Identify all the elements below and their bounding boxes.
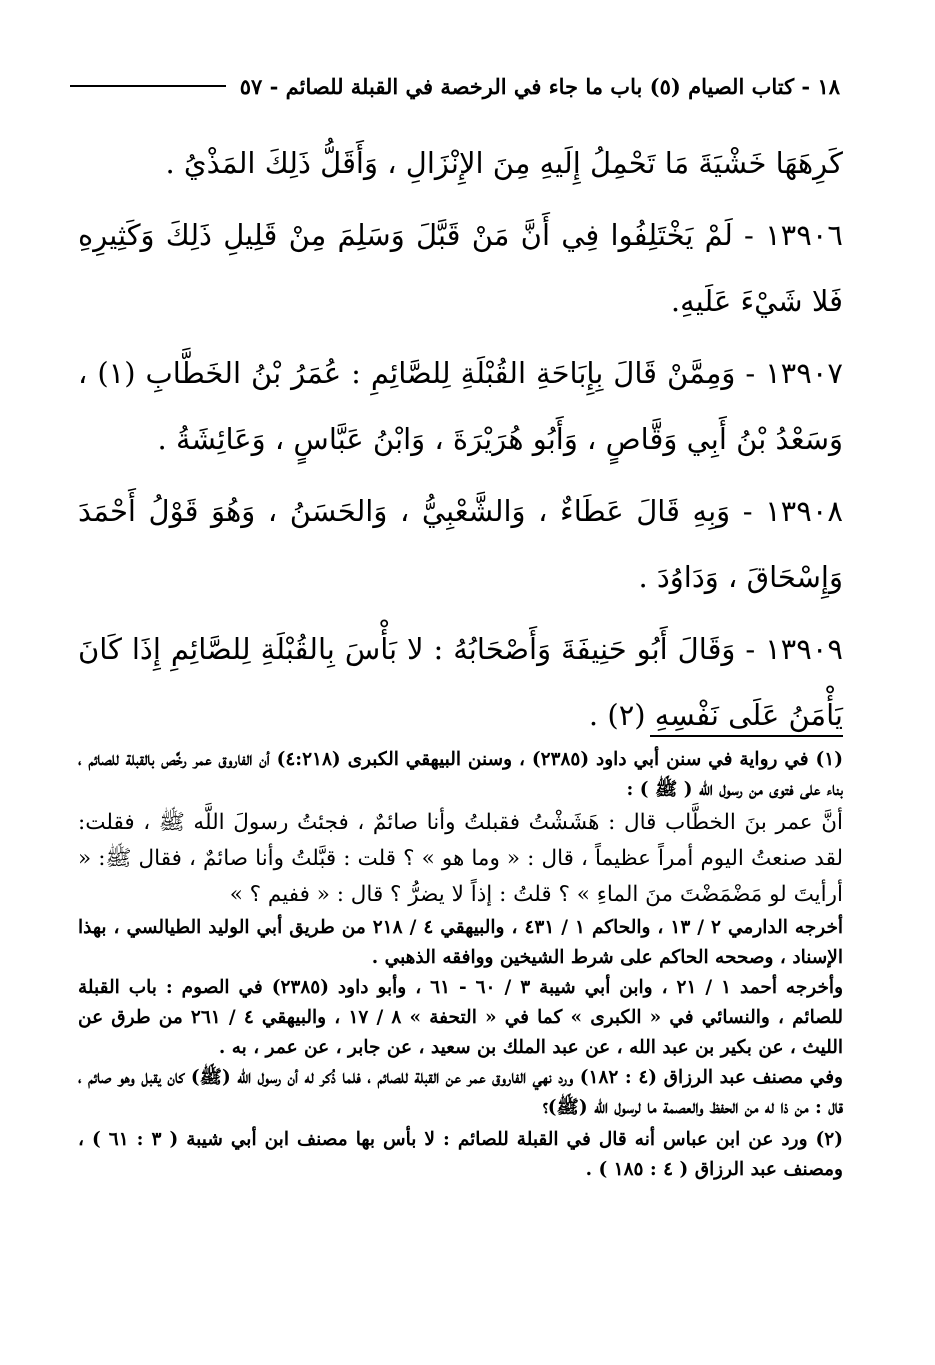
footnote-1-abdurrazzaq: وفي مصنف عبد الرزاق (٤ : ١٨٢) ورد نهي الفاروق عمر عن القبلة للصائم ، فلما ذُكر له أن رسول الله (ﷺ) كان يقبل وهو صائم ، قال : من ذا له من الحفظ والعصمة ما لرسول الله (ﷺ)؟ — [78, 1067, 843, 1118]
running-header — [70, 66, 840, 106]
header-rule — [70, 85, 226, 87]
footnote-1-intro: (١) في رواية في سنن أبي داود (٢٣٨٥) ، وسنن البيهقي الكبرى (٤:٢١٨) أن الفاروق عمر رخَّص بالقبلة للصائم ، بناء على فتوى من رسول الله ( ﷺ ) : — [78, 749, 843, 800]
footnote-1-hadith-quote: أنَّ عمر بنَ الخطَّاب قال : هَشَشْتُ فقبلتُ وأنا صائمٌ ، فجئتُ رسولَ اللَّه ﷺ ، فقلت: لقد صنعتُ اليوم أمراً عظيماً ، قال : « وما هو » ؟ قلت : قبَّلتُ وأنا صائمٌ ، فقال ﷺ: « أرأيتَ لو مَضْمَضْتَ منَ الماءِ » ؟ قلتُ : إذاً لا يضرُّ ؟ قال : « ففيم ؟ » — [78, 810, 843, 907]
running-title: ١٨ - كتاب الصيام (٥) باب ما جاء في الرخصة في القبلة للصائم - ٥٧ — [239, 73, 840, 99]
footnote-2: (٢) ورد عن ابن عباس أنه قال في القبلة للصائم : لا بأس بها مصنف ابن أبي شيبة ( ٣ : ٦١ ) ، ومصنف عبد الرزاق ( ٤ : ١٨٥ ) . — [78, 1129, 843, 1180]
paragraph-13909: ١٣٩٠٩ - وَقَالَ أَبُو حَنِيفَةَ وَأَصْحَابُهُ : لا بَأْسَ بِالقُبْلَةِ لِلصَّائِمِ إِذَا كَانَ يَأْمَنُ عَلَى نَفْسِهِ (٢) . — [78, 632, 843, 732]
paragraph-13906: ١٣٩٠٦ - لَمْ يَخْتَلِفُوا فِي أَنَّ مَنْ قَبَّلَ وَسَلِمَ مِنْ قَلِيلِ ذَلِكَ وَكَثِيرِهِ فَلا شَيْءَ عَلَيهِ. — [78, 218, 843, 318]
footnotes — [78, 745, 843, 1185]
footnote-1-takhrij-2: وأخرجه أحمد ١ / ٢١ ، وابن أبي شيبة ٣ / ٦٠ - ٦١ ، وأبو داود (٢٣٨٥) في الصوم : باب القبلة للصائم ، والنسائي في « الكبرى » كما في « التحفة » ٨ / ١٧ ، والبيهقي ٤ / ٢٦١ من طرق عن الليث ، عن بكير بن عبد الله ، عن عبد الملك بن سعيد ، عن جابر ، عن عمر ، به . — [78, 977, 844, 1058]
footnote-separator — [650, 735, 843, 737]
main-text — [78, 130, 843, 754]
footnote-1-takhrij: أخرجه الدارمي ٢ / ١٣ ، والحاكم ١ / ٤٣١ ، والبيهقي ٤ / ٢١٨ من طريق أبي الوليد الطيالسي ، بهذا الإسناد ، وصححه الحاكم على شرط الشيخين ووافقه الذهبي . — [78, 917, 844, 968]
paragraph-continuation: كَرِهَهَا خَشْيَةَ مَا تَحْمِلُ إِلَيهِ مِنَ الإِنْزَالِ ، وَأَقَلُّ ذَلِكَ المَذْيُ . — [165, 146, 843, 180]
paragraph-13908: ١٣٩٠٨ - وَبِهِ قَالَ عَطَاءٌ ، وَالشَّعْبِيُّ ، وَالحَسَنُ ، وَهُوَ قَوْلُ أَحْمَدَ وَإِسْحَاقَ ، وَدَاوُدَ . — [78, 494, 843, 594]
paragraph-13907: ١٣٩٠٧ - وَمِمَّنْ قَالَ بِإِبَاحَةِ القُبْلَةِ لِلصَّائِمِ : عُمَرُ بْنُ الخَطَّابِ (١) ، وَسَعْدُ بْنُ أَبِي وَقَّاصٍ ، وَأَبُو هُرَيْرَةَ ، وَابْنُ عَبَّاسٍ ، وَعَائِشَةُ . — [78, 356, 843, 456]
